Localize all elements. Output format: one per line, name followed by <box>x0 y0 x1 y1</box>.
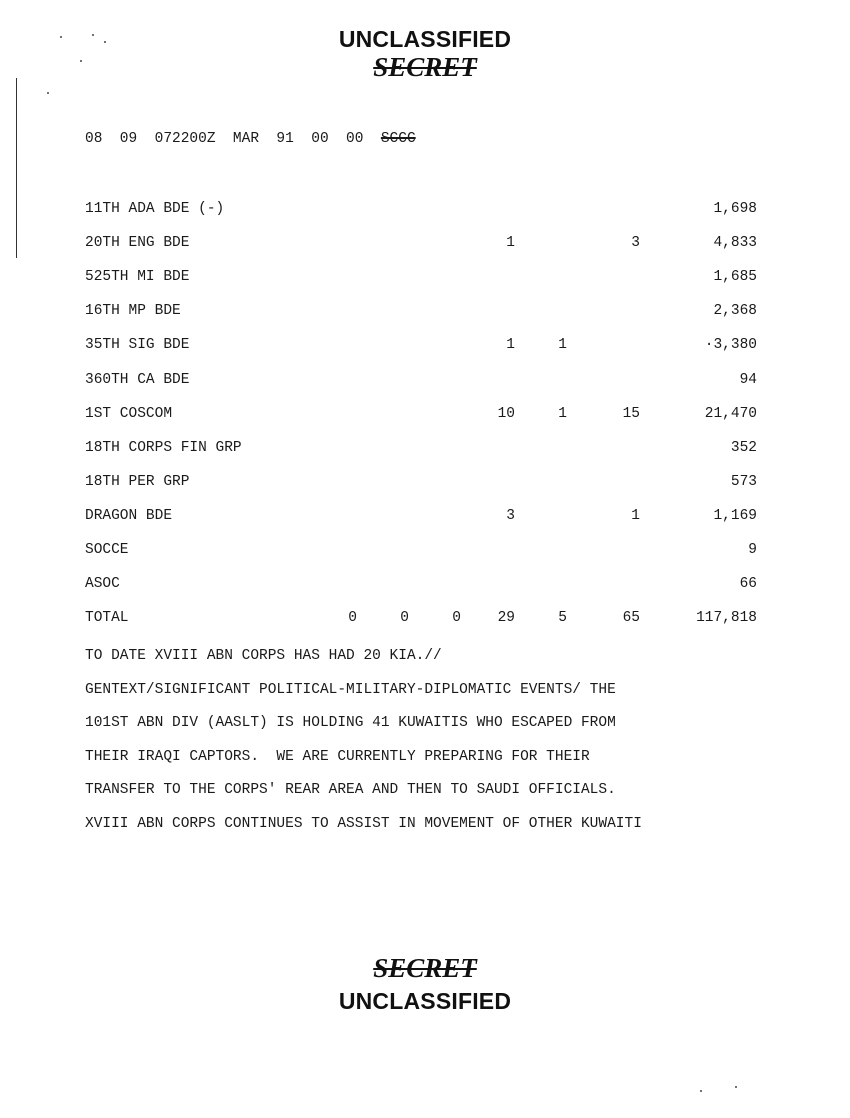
total-cell: 94 <box>739 371 757 388</box>
unit-name: DRAGON BDE <box>85 507 173 524</box>
unit-name: 360TH CA BDE <box>85 371 190 388</box>
unit-name: TOTAL <box>85 610 129 627</box>
unit-name: 16TH MP BDE <box>85 303 181 320</box>
count-cell: 29 <box>497 610 515 627</box>
count-cell: 15 <box>622 405 640 422</box>
count-cell: 0 <box>452 610 461 627</box>
scan-speck <box>92 34 94 36</box>
count-cell: 0 <box>400 610 409 627</box>
footer-classification: UNCLASSIFIED <box>338 988 512 1014</box>
scan-speck <box>700 1090 702 1092</box>
total-cell: 573 <box>730 473 757 490</box>
total-cell: 352 <box>730 439 757 456</box>
total-cell: ·3,380 <box>704 337 757 354</box>
scan-speck <box>735 1086 737 1088</box>
scan-speck <box>80 60 82 62</box>
dtg-struck-code: SCCC <box>380 131 416 147</box>
total-cell: 1,685 <box>713 269 757 286</box>
count-cell: 3 <box>631 235 640 252</box>
scan-speck <box>104 41 106 43</box>
body-line: THEIR IRAQI CAPTORS. WE ARE CURRENTLY PREPARING FOR THEIR <box>85 748 590 765</box>
scan-speck <box>60 36 62 38</box>
body-line: TRANSFER TO THE CORPS' REAR AREA AND THEN TO SAUDI OFFICIALS. <box>85 782 616 799</box>
unit-name: 18TH PER GRP <box>85 473 190 490</box>
count-cell: 1 <box>506 337 515 354</box>
count-cell: 0 <box>348 610 357 627</box>
unit-name: 525TH MI BDE <box>85 269 190 286</box>
count-cell: 3 <box>506 507 515 524</box>
count-cell: 1 <box>558 337 567 354</box>
unit-name: SOCCE <box>85 542 129 558</box>
count-cell: 1 <box>506 235 515 252</box>
count-cell: 1 <box>631 507 640 524</box>
unit-name: 11TH ADA BDE (-) <box>85 201 225 217</box>
total-cell: 117,818 <box>696 610 757 627</box>
total-cell: 9 <box>748 542 757 558</box>
scan-speck <box>47 92 49 94</box>
unit-name: ASOC <box>85 576 120 593</box>
total-cell: 21,470 <box>704 405 757 422</box>
count-cell: 5 <box>558 610 567 627</box>
count-cell: 10 <box>497 405 515 422</box>
unit-name: 1ST COSCOM <box>85 405 173 422</box>
total-cell: 1,169 <box>713 507 757 524</box>
unit-name: 35TH SIG BDE <box>85 337 190 354</box>
total-cell: 2,368 <box>713 303 757 320</box>
count-cell: 65 <box>622 610 640 627</box>
body-line: TO DATE XVIII ABN CORPS HAS HAD 20 KIA.// <box>85 648 442 664</box>
dtg-text: 08 09 072200Z MAR 91 00 00 <box>85 131 364 147</box>
count-cell: 1 <box>558 405 567 422</box>
header-secret-stamp: SECRET <box>373 52 477 82</box>
margin-line <box>16 78 17 258</box>
unit-name: 18TH CORPS FIN GRP <box>85 439 242 456</box>
header-classification: UNCLASSIFIED <box>338 26 512 52</box>
body-line: XVIII ABN CORPS CONTINUES TO ASSIST IN MOVEMENT OF OTHER KUWAITI <box>85 816 642 832</box>
footer-secret-stamp: SECRET <box>373 953 477 983</box>
dtg-line <box>85 131 416 147</box>
total-cell: 4,833 <box>713 235 757 252</box>
total-cell: 1,698 <box>713 201 757 217</box>
total-cell: 66 <box>739 576 757 593</box>
body-line: 101ST ABN DIV (AASLT) IS HOLDING 41 KUWAITIS WHO ESCAPED FROM <box>85 715 616 732</box>
body-line: GENTEXT/SIGNIFICANT POLITICAL-MILITARY-DIPLOMATIC EVENTS/ THE <box>85 681 616 698</box>
unit-name: 20TH ENG BDE <box>85 235 190 252</box>
